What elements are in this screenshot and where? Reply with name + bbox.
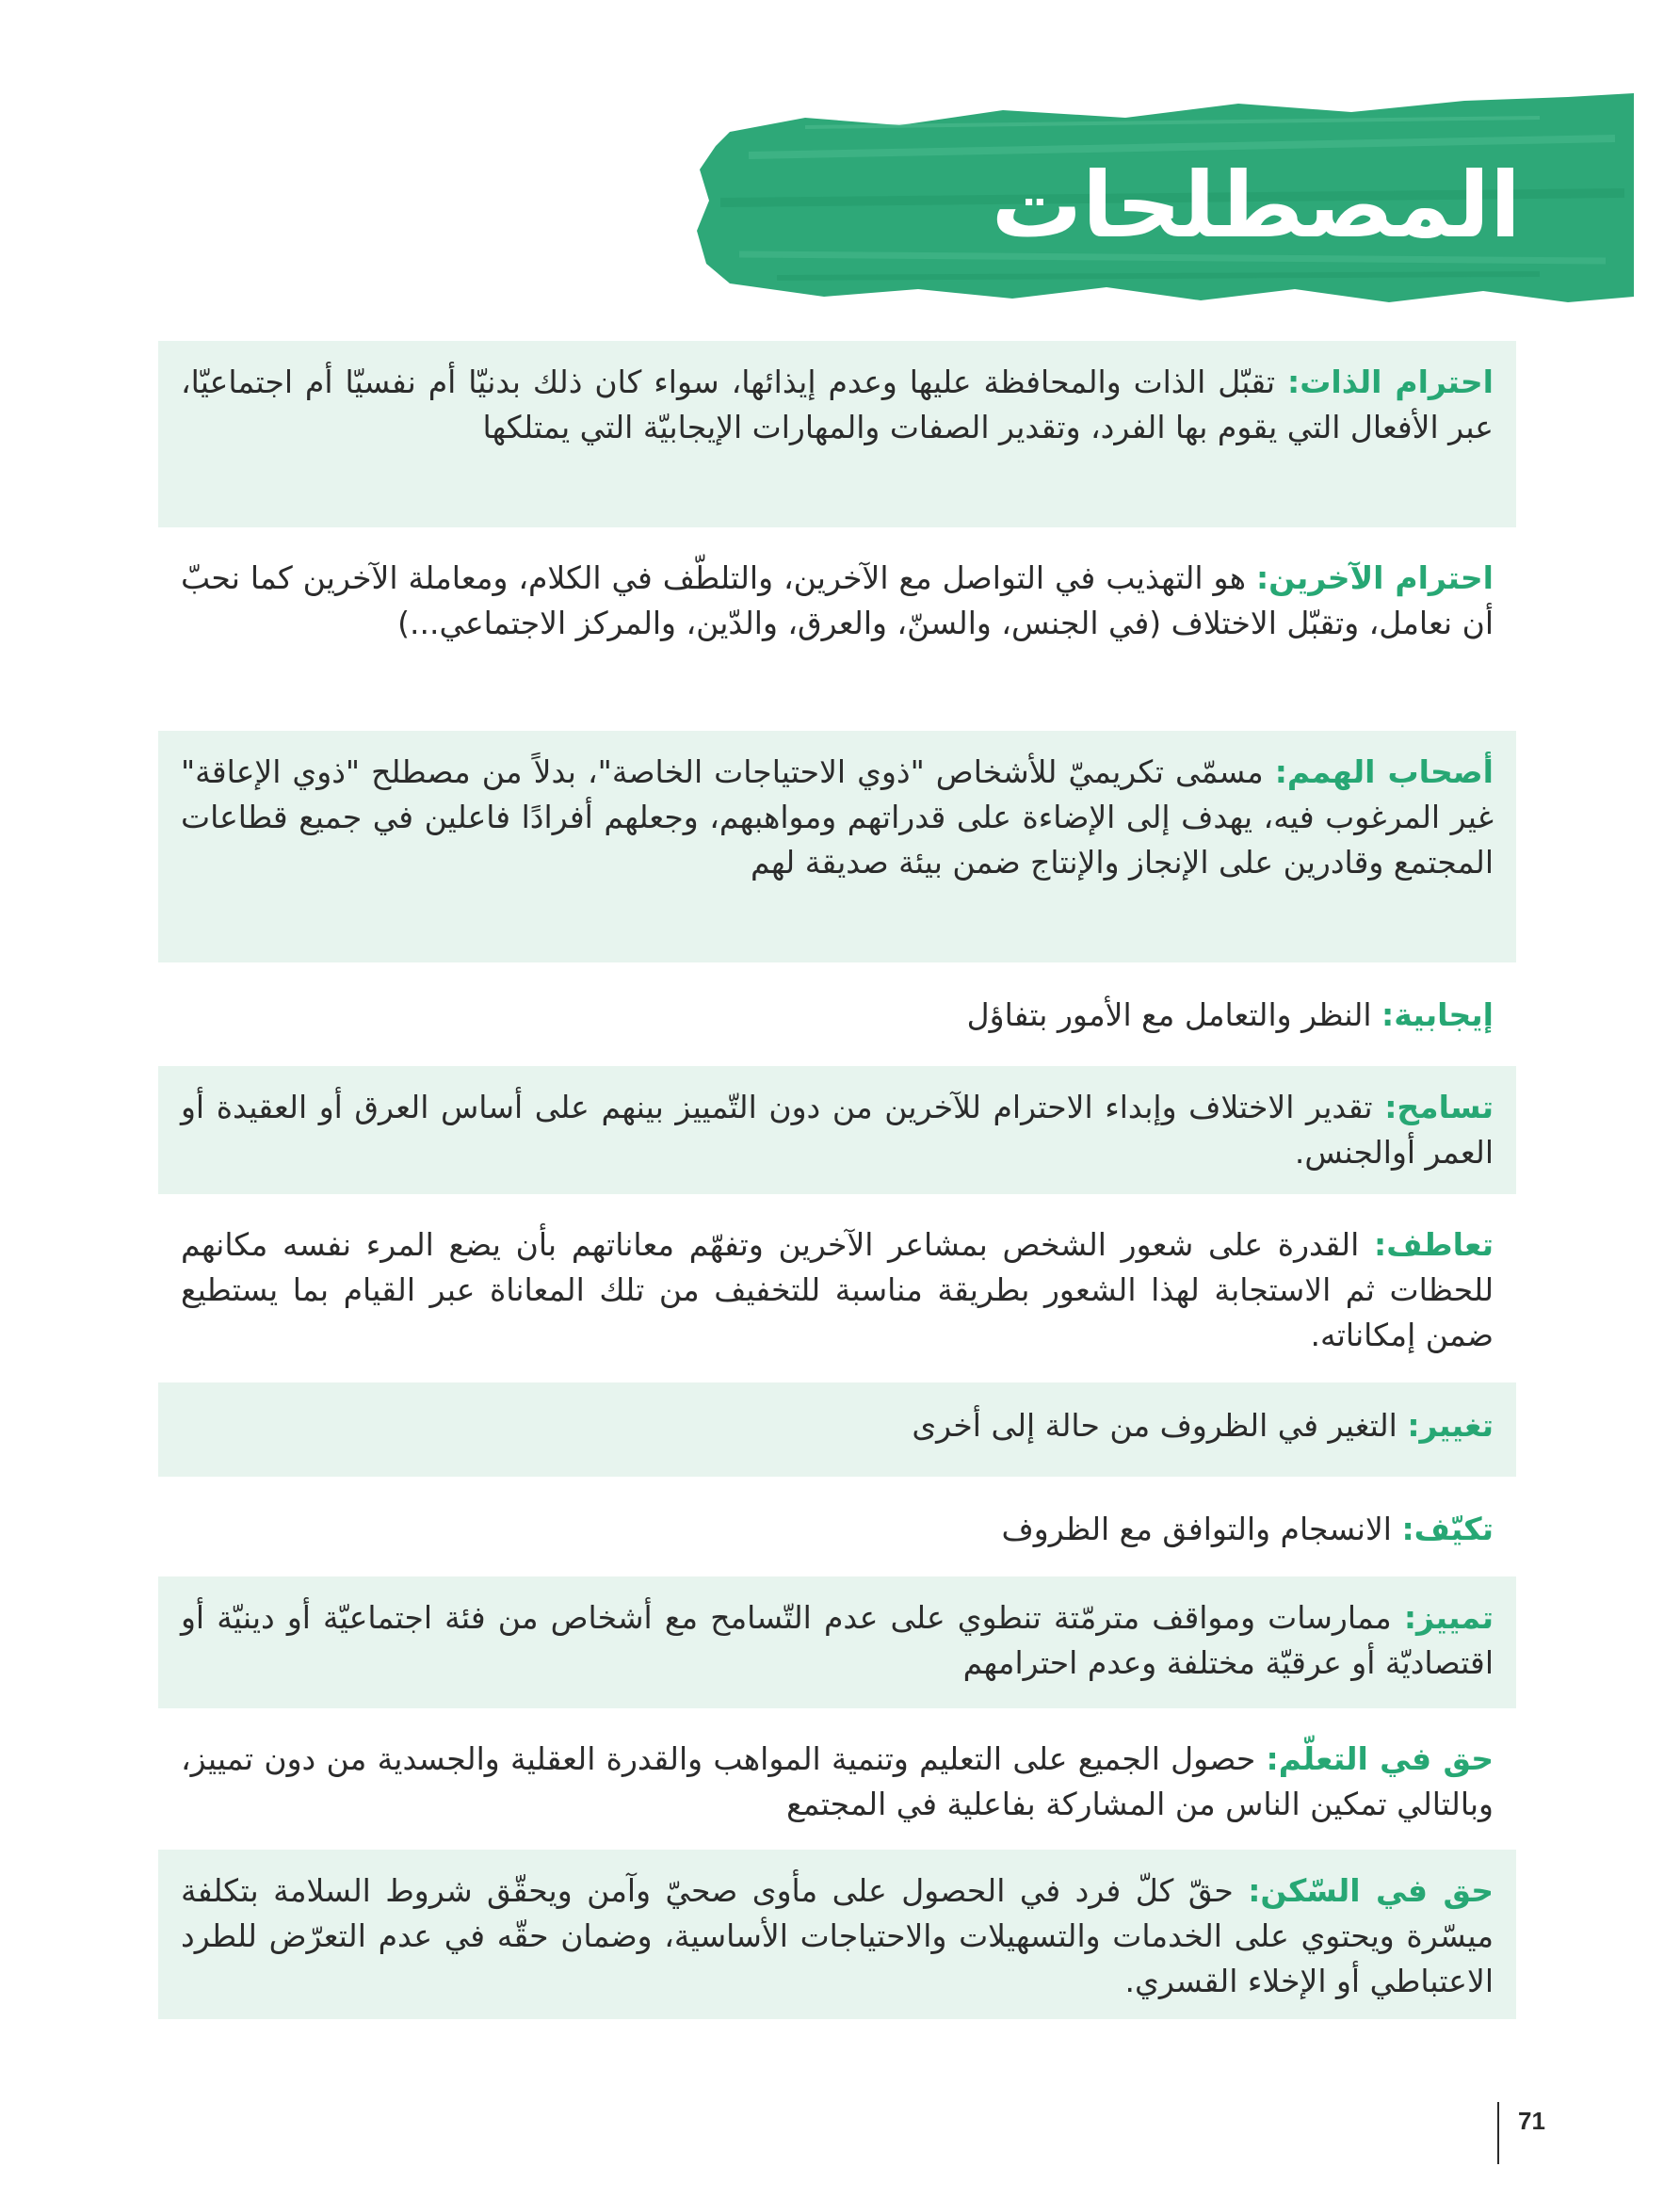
term-name: حق في السّكن: bbox=[1248, 1872, 1494, 1909]
glossary-entry-discrimination bbox=[158, 1576, 1516, 1708]
page-number: 71 bbox=[1518, 2107, 1545, 2135]
term-definition: الانسجام والتوافق مع الظروف bbox=[1001, 1511, 1392, 1547]
term-name: تمييز: bbox=[1403, 1599, 1494, 1636]
term-name: تغيير: bbox=[1407, 1407, 1494, 1444]
term-definition: حقّ كلّ فرد في الحصول على مأوى صحيّ وآمن ويحقّق شروط السلامة بتكلفة ميسّرة ويحتوي على الخدمات والتسهيلات والاحتياجات الأساسية، وضمان حقّه في عدم التعرّض للطرد الاعتباطي أو الإخلاء القسري. bbox=[181, 1872, 1494, 1999]
term-definition: القدرة على شعور الشخص بمشاعر الآخرين وتفهّم معاناتهم بأن يضع المرء نفسه مكانهم للحظات ثم الاستجابة لهذا الشعور بطريقة مناسبة للتخفيف من تلك المعاناة عبر القيام بما يستطيع ضمن إمكاناته. bbox=[181, 1226, 1494, 1353]
term-name: أصحاب الهمم: bbox=[1274, 753, 1494, 790]
term-name: حق في التعلّم: bbox=[1266, 1740, 1494, 1777]
glossary-entry-positivity bbox=[158, 972, 1516, 1057]
glossary-entry-self-respect bbox=[158, 341, 1516, 527]
glossary-entry-respect-others bbox=[158, 537, 1516, 721]
term-definition: التغير في الظروف من حالة إلى أخرى bbox=[912, 1407, 1397, 1444]
glossary-entry-right-to-education bbox=[158, 1718, 1516, 1840]
term-definition: النظر والتعامل مع الأمور بتفاؤل bbox=[966, 996, 1372, 1033]
term-name: إيجابية: bbox=[1381, 996, 1494, 1033]
page-title: المصطلحات bbox=[991, 153, 1521, 258]
footer-divider bbox=[1497, 2102, 1499, 2164]
glossary-entry-change bbox=[158, 1382, 1516, 1477]
term-name: تكيّف: bbox=[1401, 1511, 1494, 1547]
term-name: احترام الآخرين: bbox=[1255, 559, 1494, 596]
glossary-entry-adaptation bbox=[158, 1486, 1516, 1567]
term-definition: حصول الجميع على التعليم وتنمية المواهب والقدرة العقلية والجسدية من دون تمييز، وبالتالي تمكين الناس من المشاركة بفاعلية في المجتمع bbox=[181, 1740, 1494, 1822]
glossary-entry-empathy bbox=[158, 1204, 1516, 1373]
term-definition: مسمّى تكريميّ للأشخاص "ذوي الاحتياجات الخاصة"، بدلاً من مصطلح "ذوي الإعاقة" غير المرغوب فيه، يهدف إلى الإضاءة على قدراتهم ومواهبهم، وجعلهم أفرادًا فاعلين في جميع قطاعات المجتمع وقادرين على الإنجاز والإنتاج ضمن بيئة صديقة لهم bbox=[181, 753, 1494, 881]
glossary-entry-tolerance bbox=[158, 1066, 1516, 1194]
glossary-entry-right-to-housing bbox=[158, 1850, 1516, 2019]
term-name: احترام الذات: bbox=[1287, 364, 1494, 400]
term-definition: تقدير الاختلاف وإبداء الاحترام للآخرين من دون التّمييز بينهم على أساس العرق أو العقيدة أو العمر أوالجنس. bbox=[181, 1089, 1494, 1171]
term-name: تعاطف: bbox=[1374, 1226, 1494, 1263]
term-name: تسامح: bbox=[1384, 1089, 1494, 1125]
term-definition: ممارسات ومواقف مترمّتة تنطوي على عدم التّسامح مع أشخاص من فئة اجتماعيّة أو دينيّة أو اقتصاديّة أو عرقيّة مختلفة وعدم احترامهم bbox=[181, 1599, 1494, 1681]
glossary-list bbox=[158, 341, 1516, 2029]
term-definition: هو التهذيب في التواصل مع الآخرين، والتلطّف في الكلام، ومعاملة الآخرين كما نحبّ أن نعامل، وتقبّل الاختلاف (في الجنس، والسنّ، والعرق، والدّين، والمركز الاجتماعي...) bbox=[181, 559, 1494, 641]
term-definition: تقبّل الذات والمحافظة عليها وعدم إيذائها، سواء كان ذلك بدنيّا أم نفسيّا أم اجتماعيّا، عبر الأفعال التي يقوم بها الفرد، وتقدير الصفات والمهارات الإيجابيّة التي يمتلكها bbox=[181, 364, 1494, 445]
glossary-entry-people-of-determination bbox=[158, 731, 1516, 962]
